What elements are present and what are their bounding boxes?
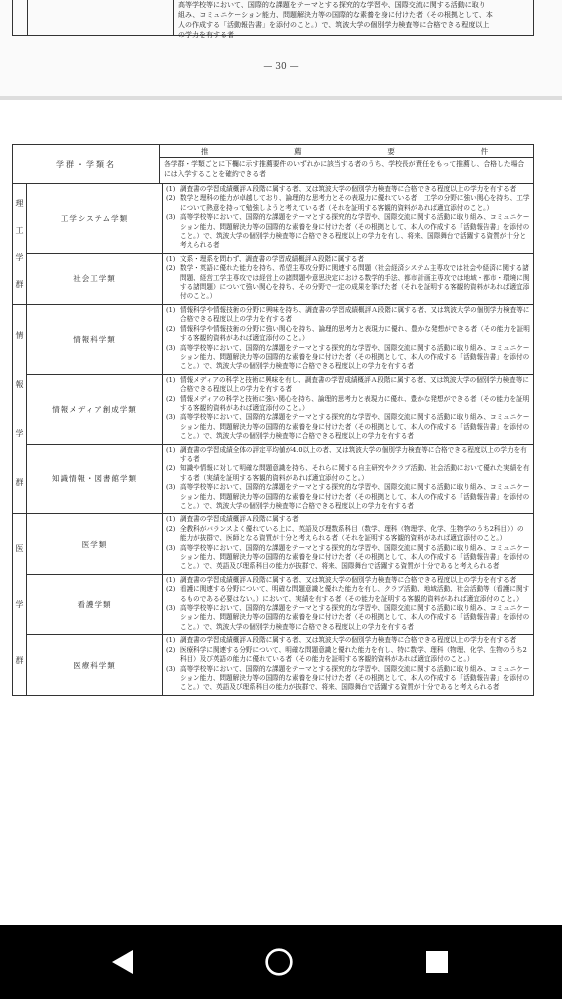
previous-page-line: の学力を有する者 xyxy=(178,31,234,39)
requirement-text: 調査書の学習成績概評Ａ段階に属する者、又は筑波大学の個別学力検査等に合格できる程度以上の学力を有する者 xyxy=(180,636,517,645)
requirement-number: (1) xyxy=(166,515,176,524)
requirements-cell xyxy=(163,305,533,374)
requirement-number: (1) xyxy=(166,575,176,584)
requirement-item xyxy=(166,576,530,585)
requirement-text: 知識や情報に対して明確な問題意識を持ち、それらに関する自主研究やクラブ活動、社会活動において優れた実績を有する者（実績を証明する客観的資料があれば適宜添付のこと。） xyxy=(180,464,530,482)
back-triangle-icon xyxy=(109,948,137,976)
department-name: 情報科学類 xyxy=(27,305,163,374)
group-label-char: 情 xyxy=(15,330,24,340)
requirement-item xyxy=(166,665,530,693)
requirement-number: (2) xyxy=(166,464,176,473)
requirement-item xyxy=(166,344,530,372)
requirements-cell xyxy=(163,514,533,573)
android-nav-bar xyxy=(0,925,562,999)
requirement-item xyxy=(166,255,530,264)
requirements-cell xyxy=(163,254,533,304)
page-separator xyxy=(0,96,562,100)
table-row xyxy=(27,514,533,574)
previous-page-line: 人の作成する「活動報告書」を添付のこと。）で、筑波大学の個別学力検査等に合格できる程度以上 xyxy=(178,21,490,29)
requirement-number: (1) xyxy=(166,375,176,384)
table-row xyxy=(27,254,533,304)
recommendation-table xyxy=(12,144,534,696)
requirement-text: 高等学校等において、国際的な課題をテーマとする探究的な学習や、国際交流に関する活動に取り組み、コミュニケーション能力、問題解決力等の国際的な素養を身に付けた者（その根拠として、本人の作成する「活動報告書」を添付のこと。）で、筑波大学の個別学力検査等に合格できる程度以上の学力を有する者 xyxy=(180,343,530,371)
requirement-text: 高等学校等において、国際的な課題をテーマとする探究的な学習や、国際交流に関する活動に取り組み、コミュニケーション能力、問題解決力等の国際的な素養を身に付けた者（その根拠として、本人の作成する「活動報告書」を添付のこと。）で、英語及び理系科目の能力が抜群で、将来、国際舞台で活躍する資質が十分であると考えられる者 xyxy=(180,664,530,692)
header-title-char: 推 xyxy=(200,146,213,156)
group-label xyxy=(13,514,27,694)
requirement-item xyxy=(166,515,530,524)
group-label xyxy=(13,184,27,304)
requirement-text: 看護に関連する分野について、明確な問題意識と優れた能力を有し、クラブ活動、地域活動、社会活動等（看護に関するものである必要はない。）において、実績を有する者（その能力を証明する客観的資料があれば適宜添付のこと。） xyxy=(180,585,530,603)
requirement-number: (2) xyxy=(166,645,176,654)
requirement-text: 調査書の学習成績全体の評定平均値が4.0以上の者、又は筑波大学の個別学力検査等に合格できる程度以上の学力を有する者 xyxy=(180,445,527,463)
requirement-item xyxy=(166,464,530,483)
back-button[interactable] xyxy=(108,947,138,977)
requirement-item xyxy=(166,413,530,441)
requirements-cell xyxy=(163,445,533,514)
requirement-text: 高等学校等において、国際的な課題をテーマとする探究的な学習や、国際交流に関する活動に取り組み、コミュニケーション能力、問題解決力等の国際的な素養を身に付けた者（その根拠として、本人の作成する「活動報告書」を添付のこと。）で、英語及び理系科目の能力が抜群で、将来、国際舞台で活躍する資質が十分であると考えられる者 xyxy=(180,543,530,571)
requirement-text: 情報科学や情報技術の分野に興味を持ち、調査書の学習成績概評Ａ段階に属する者、又は筑波大学の個別学力検査等に合格できる程度以上の学力を有する者 xyxy=(180,305,530,324)
table-row xyxy=(27,575,533,635)
home-button[interactable] xyxy=(264,947,294,977)
requirement-item xyxy=(166,646,530,665)
home-circle-icon xyxy=(264,945,294,979)
table-row xyxy=(27,635,533,694)
requirement-item xyxy=(166,585,530,604)
requirement-item xyxy=(166,446,530,465)
table-row xyxy=(27,184,533,254)
requirement-number: (2) xyxy=(166,194,176,203)
requirement-number: (1) xyxy=(166,445,176,454)
requirement-text: 数学・英語に優れた能力を持ち、希望主専攻分野に関連する問題（社会経済システム主専攻では社会や経済に関する諸問題、経営工学主専攻では経営上の諸問題や意思決定における数学的手法、都市計画主専攻では地域・都市・環境に関する諸問題）について強い関心を持ち、その分野で一定の成果を挙げた者（それを証明する客観的資料があれば適宜添付のこと。） xyxy=(180,264,530,301)
page-number: — 30 — xyxy=(263,62,299,72)
requirement-number: (2) xyxy=(166,585,176,594)
group-label-char: 理 xyxy=(15,198,24,208)
department-name: 看護学類 xyxy=(27,575,163,634)
requirement-item xyxy=(166,213,530,251)
requirement-item xyxy=(166,264,530,302)
department-name: 医療科学類 xyxy=(27,635,163,694)
department-name: 情報メディア創成学類 xyxy=(27,375,163,444)
recents-button[interactable] xyxy=(422,947,452,977)
previous-page-line: 高等学校等において、国際的な課題をテーマとする探究的な学習や、国際交流に関する活動に取り xyxy=(178,1,486,9)
requirement-number: (1) xyxy=(166,305,176,314)
header-title-char: 件 xyxy=(480,146,493,156)
requirement-item xyxy=(166,604,530,632)
requirement-text: 調査書の学習成績概評Ａ段階に属する者、又は筑波大学の個別学力検査等に合格できる程度以上の学力を有する者 xyxy=(180,575,517,584)
previous-page-text xyxy=(173,0,533,39)
requirement-item xyxy=(166,636,530,645)
header-requirements-title xyxy=(160,145,533,158)
faculty-group xyxy=(13,184,533,305)
group-label-char: 医 xyxy=(15,543,24,553)
previous-page-line: 組み、コミュニケーション能力、問題解決力等の国際的な素養を身に付けた者（その根拠として、本 xyxy=(178,11,493,19)
department-name: 知識情報・図書館学類 xyxy=(27,445,163,514)
requirement-number: (2) xyxy=(166,524,176,533)
requirement-text: 全教科がバランスよく優れている上に、英語及び理数系科目（数学、理科（物理学、化学、生物学のうち2科目））の能力が抜群で、医師となる資質が十分と考えられる者（それを証明する客観的資料があれば適宜添付のこと。） xyxy=(180,524,524,543)
requirement-text: 調査書の学習成績概評Ａ段階に属する者 xyxy=(180,515,299,524)
requirement-item xyxy=(166,306,530,325)
header-requirements-desc: 各学群・学類ごとに下欄に示す推薦要件のいずれかに該当する者のうち、学校長が責任をもって推薦し、合格した場合には入学することを確約できる者 xyxy=(164,160,525,178)
requirement-number: (1) xyxy=(166,254,176,263)
department-name: 医学類 xyxy=(27,514,163,573)
requirement-number: (2) xyxy=(166,264,176,273)
header-group-name: 学群・学類名 xyxy=(13,145,160,183)
requirement-text: 医療科学に関連する分野について、明確な問題意識と優れた能力を有し、特に数学、理科（物理、化学、生物のうち2科目）及び英語の能力に優れている者（その能力を証明する客観的資料があれば適宜添付のこと。） xyxy=(180,645,527,664)
recents-square-icon xyxy=(424,949,450,975)
requirement-text: 高等学校等において、国際的な課題をテーマとする探究的な学習や、国際交流に関する活動に取り組み、コミュニケーション能力、問題解決力等の国際的な素養を身に付けた者（その根拠として、本人の作成する「活動報告書」を添付のこと。）で、筑波大学の個別学力検査等に合格できる程度以上の学力を有する者 xyxy=(180,483,530,510)
requirement-text: 情報科学や情報技術の分野に強い関心を持ち、論理的思考力と表現力に優れ、豊かな発想ができる者（その能力を証明する客観的資料があれば適宜添付のこと。） xyxy=(180,324,530,343)
requirement-text: 情報メディアの科学と技術に強い関心を持ち、論理的思考力と表現力に優れ、豊かな発想ができる者（その能力を証明する客観的資料があれば適宜添付のこと。） xyxy=(180,394,530,412)
requirement-number: (1) xyxy=(166,636,176,645)
previous-page-area xyxy=(0,0,562,100)
requirements-cell xyxy=(163,184,533,253)
requirement-item xyxy=(166,185,530,194)
group-label-char: 群 xyxy=(15,656,24,666)
department-name: 工学システム学類 xyxy=(27,184,163,253)
group-rows xyxy=(27,514,533,694)
requirement-number: (3) xyxy=(166,213,176,222)
table-header xyxy=(13,145,533,184)
group-label xyxy=(13,305,27,514)
group-label-char: 報 xyxy=(15,380,24,390)
requirement-text: 高等学校等において、国際的な課題をテーマとする探究的な学習や、国際交流に関する活動に取り組み、コミュニケーション能力、問題解決力等の国際的な素養を身に付けた者（その根拠として、本人の作成する「活動報告書」を添付のこと。）で、筑波大学の個別学力検査等に合格できる程度以上の学力を有する者 xyxy=(180,604,530,631)
group-label-char: 工 xyxy=(15,225,24,235)
requirement-item xyxy=(166,376,530,395)
requirement-number: (3) xyxy=(166,543,176,552)
requirement-text: 高等学校等において、国際的な課題をテーマとする探究的な学習や、国際交流に関する活動に取り組み、コミュニケーション能力、問題解決力等の国際的な素養を身に付けた者（その根拠として、本人の作成する「活動報告書」を添付のこと。）で、筑波大学の個別学力検査等に合格できる程度以上の学力を有し、将来、国際舞台で活躍する資質が十分と考えられる者 xyxy=(180,213,530,250)
requirement-item xyxy=(166,525,530,544)
requirement-item xyxy=(166,194,530,213)
faculty-group xyxy=(13,514,533,694)
group-rows xyxy=(27,305,533,514)
requirement-number: (3) xyxy=(166,664,176,673)
previous-page-table-fragment xyxy=(12,0,534,39)
requirement-text: 文系・理系を問わず、調査書の学習成績概評Ａ段階に属する者 xyxy=(180,254,365,263)
requirement-number: (3) xyxy=(166,604,176,613)
requirement-text: 高等学校等において、国際的な課題をテーマとする探究的な学習や、国際交流に関する活動に取り組み、コミュニケーション能力、問題解決力等の国際的な素養を身に付けた者（その根拠として、本人の作成する「活動報告書」を添付のこと。）で、筑波大学の個別学力検査等に合格できる程度以上の学力を有する者 xyxy=(180,413,530,441)
group-label-char: 学 xyxy=(15,252,24,262)
requirements-cell xyxy=(163,575,533,634)
requirement-number: (1) xyxy=(166,185,176,193)
requirement-number: (3) xyxy=(166,343,176,352)
table-row xyxy=(27,375,533,445)
requirement-item xyxy=(166,483,530,511)
group-label-char: 群 xyxy=(15,279,24,289)
requirement-text: 情報メディアの科学と技術に興味を有し、調査書の学習成績概評Ａ段階に属する者、又は筑波大学の個別学力検査等に合格できる程度以上の学力を有する者 xyxy=(180,375,529,394)
table-row xyxy=(27,445,533,514)
requirement-number: (2) xyxy=(166,324,176,333)
group-label-char: 群 xyxy=(15,478,24,488)
group-label-char: 学 xyxy=(15,429,24,439)
table-body xyxy=(13,184,533,695)
requirement-number: (3) xyxy=(166,483,176,492)
requirements-cell xyxy=(163,635,533,694)
group-label-char: 学 xyxy=(15,600,24,610)
header-title-char: 薦 xyxy=(294,146,306,156)
requirement-item xyxy=(166,395,530,414)
group-rows xyxy=(27,184,533,304)
requirement-number: (3) xyxy=(166,413,176,422)
requirement-number: (2) xyxy=(166,394,176,403)
requirement-item xyxy=(166,544,530,572)
department-name: 社会工学類 xyxy=(27,254,163,304)
header-title-char: 要 xyxy=(387,146,399,156)
requirement-text: 調査書の学習成績概評Ａ段階に属する者、又は筑波大学の個別学力検査等に合格できる程度以上の学力を有する者 xyxy=(180,185,517,193)
faculty-group xyxy=(13,305,533,515)
requirements-cell xyxy=(163,375,533,444)
table-row xyxy=(27,305,533,375)
requirement-item xyxy=(166,325,530,344)
requirement-text: 数学と理科の能力が卓越しており、論理的な思考力とその表現力に優れている者 工学の分野に強い関心を持ち、工学について熱意を持って勉強しようと考えている者（それを証明する客観的資料があれば適宜添付のこと。） xyxy=(180,194,530,212)
